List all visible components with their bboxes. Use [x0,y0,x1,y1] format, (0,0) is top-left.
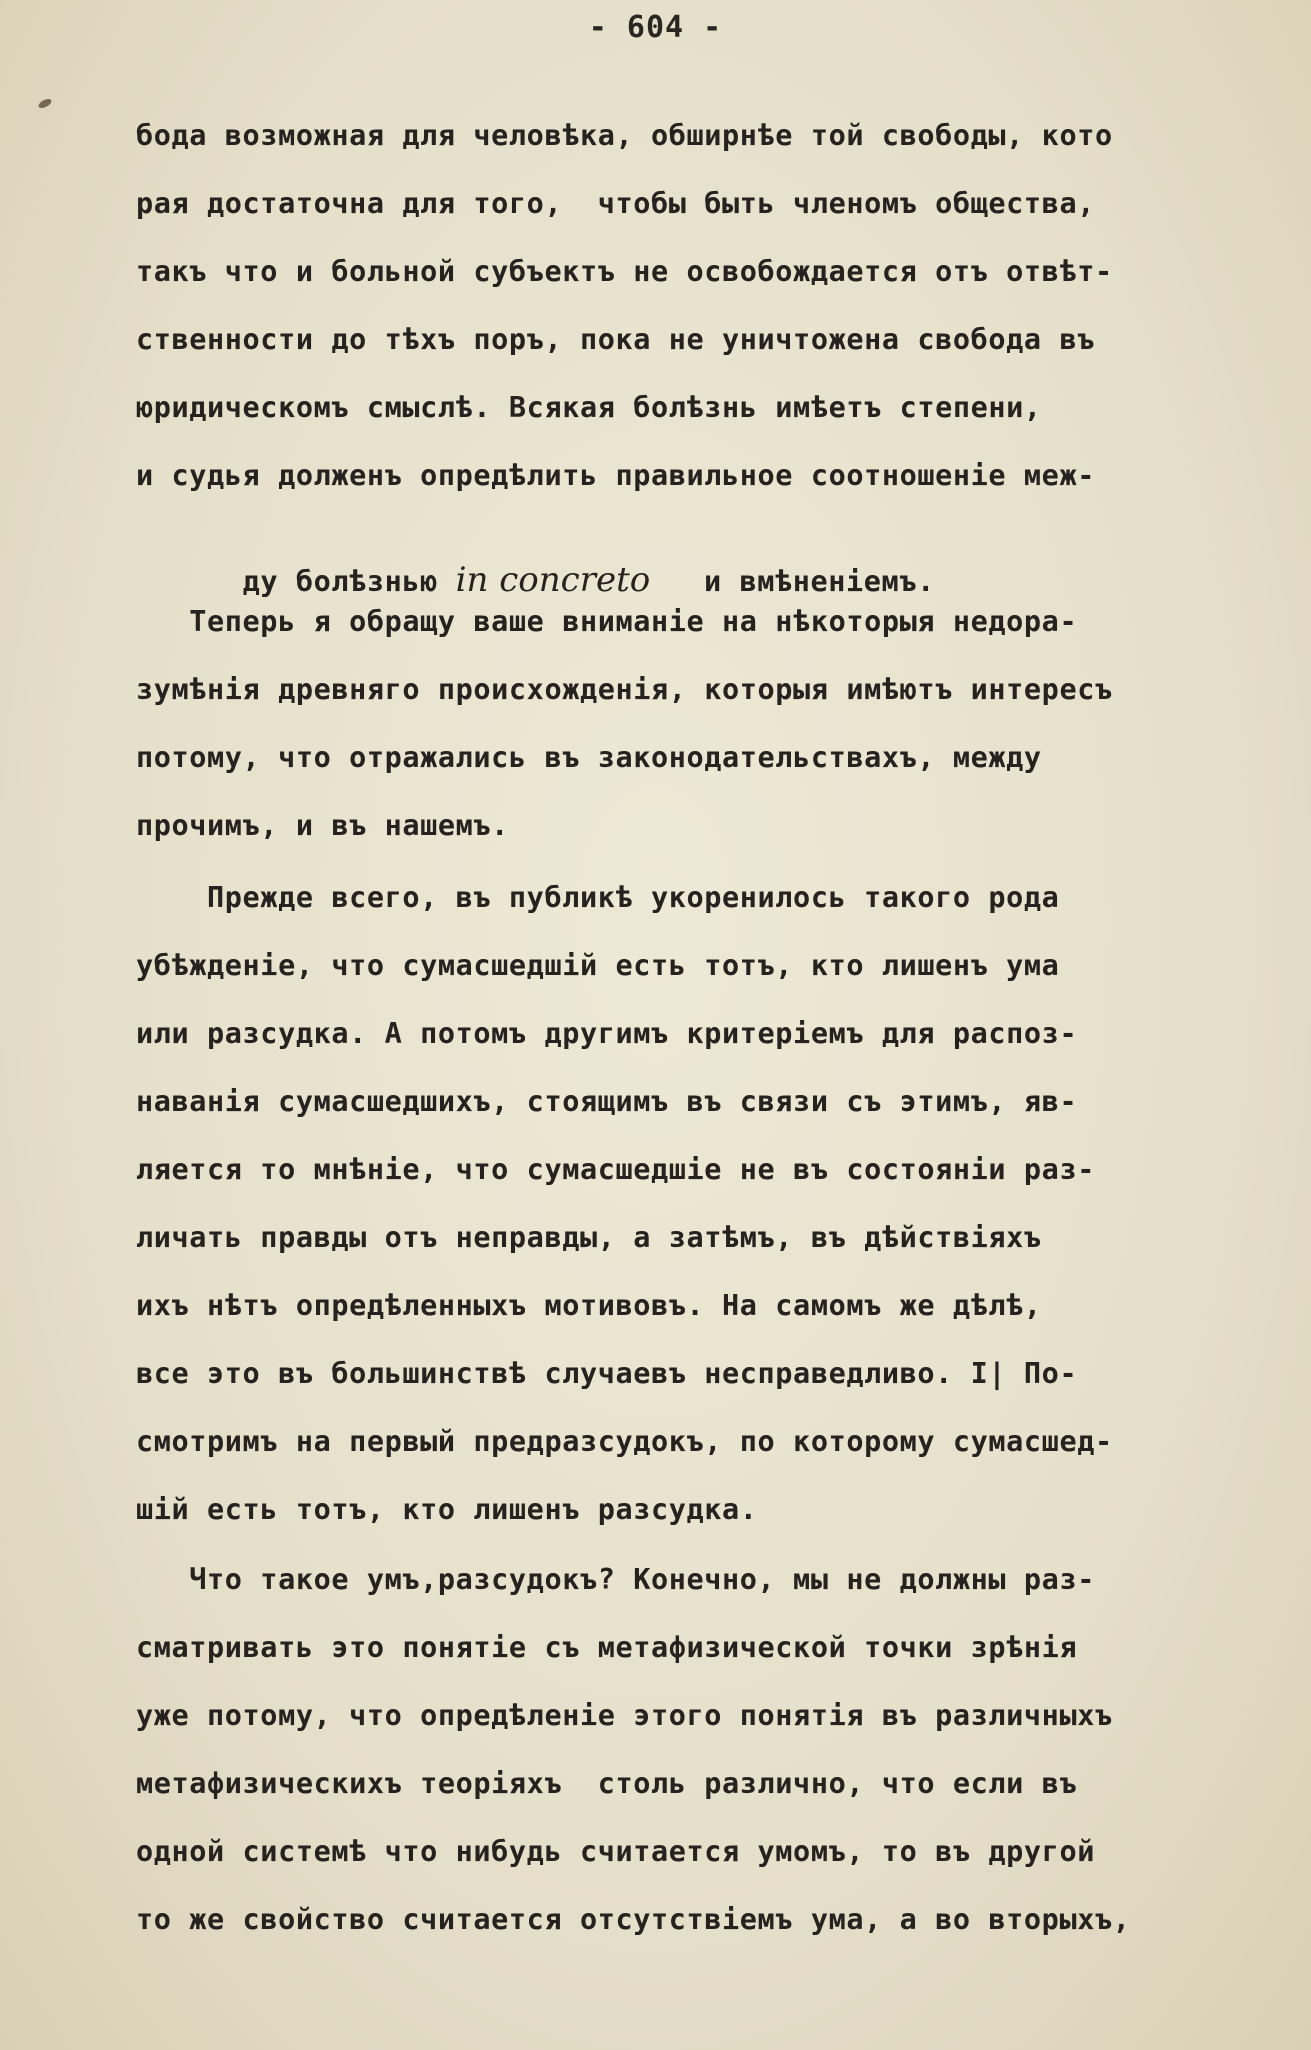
text-line: ственности до тѣхъ поръ, пока не уничтожена свобода въ [136,323,1095,356]
text-line: убѣжденіе, что сумасшедшій есть тотъ, кто лишенъ ума [136,949,1060,982]
text-line: то же свойство считается отсутствіемъ ума, а во вторыхъ, [136,1903,1131,1936]
text-line: юридическомъ смыслѣ. Всякая болѣзнь имѣетъ степени, [136,391,1042,424]
text-line: все это въ большинствѣ случаевъ несправедливо. I| По- [136,1357,1078,1390]
text-line: ихъ нѣтъ опредѣленныхъ мотивовъ. На самомъ же дѣлѣ, [136,1289,1042,1322]
text-line: ляется то мнѣніе, что сумасшедшіе не въ состояніи раз- [136,1153,1095,1186]
text-line: Что такое умъ,разсудокъ? Конечно, мы не должны раз- [136,1563,1095,1596]
text-line: личать правды отъ неправды, а затѣмъ, въ дѣйствіяхъ [136,1221,1042,1254]
text-line: сматривать это понятіе съ метафизической точки зрѣнія [136,1631,1078,1664]
text-line: одной системѣ что нибудь считается умомъ, то въ другой [136,1835,1095,1868]
text-line: зумѣнія древняго происхожденія, которыя имѣютъ интересъ [136,673,1113,706]
text-line: метафизическихъ теоріяхъ столь различно, что если въ [136,1767,1078,1800]
text-line: наванія сумасшедшихъ, стоящимъ въ связи съ этимъ, яв- [136,1085,1078,1118]
text-line: и судья долженъ опредѣлить правильное соотношеніе меж- [136,459,1095,492]
text-fragment: и вмѣненіемъ. [686,565,935,598]
page-number: - 604 - [588,10,723,45]
text-line: бода возможная для человѣка, обширнѣе той свободы, кото [136,119,1113,152]
text-line: прочимъ, и въ нашемъ. [136,809,509,842]
text-line: или разсудка. А потомъ другимъ критеріемъ для распоз- [136,1017,1078,1050]
text-line: смотримъ на первый предразсудокъ, по которому сумасшед- [136,1425,1113,1458]
handwritten-insert: in concreto [455,560,651,600]
text-line: шій есть тотъ, кто лишенъ разсудка. [136,1493,758,1526]
text-line: Теперь я обращу ваше вниманіе на нѣкоторыя недора- [136,605,1078,638]
text-line: такъ что и больной субъектъ не освобождается отъ отвѣт- [136,255,1113,288]
text-line: Прежде всего, въ публикѣ укоренилось такого рода [136,881,1060,914]
text-fragment: ду болѣзнью [242,565,456,598]
text-line: уже потому, что опредѣленіе этого понятія въ различныхъ [136,1699,1113,1732]
text-line: рая достаточна для того, чтобы быть членомъ общества, [136,187,1095,220]
text-line: потому, что отражались въ законодательствахъ, между [136,741,1042,774]
